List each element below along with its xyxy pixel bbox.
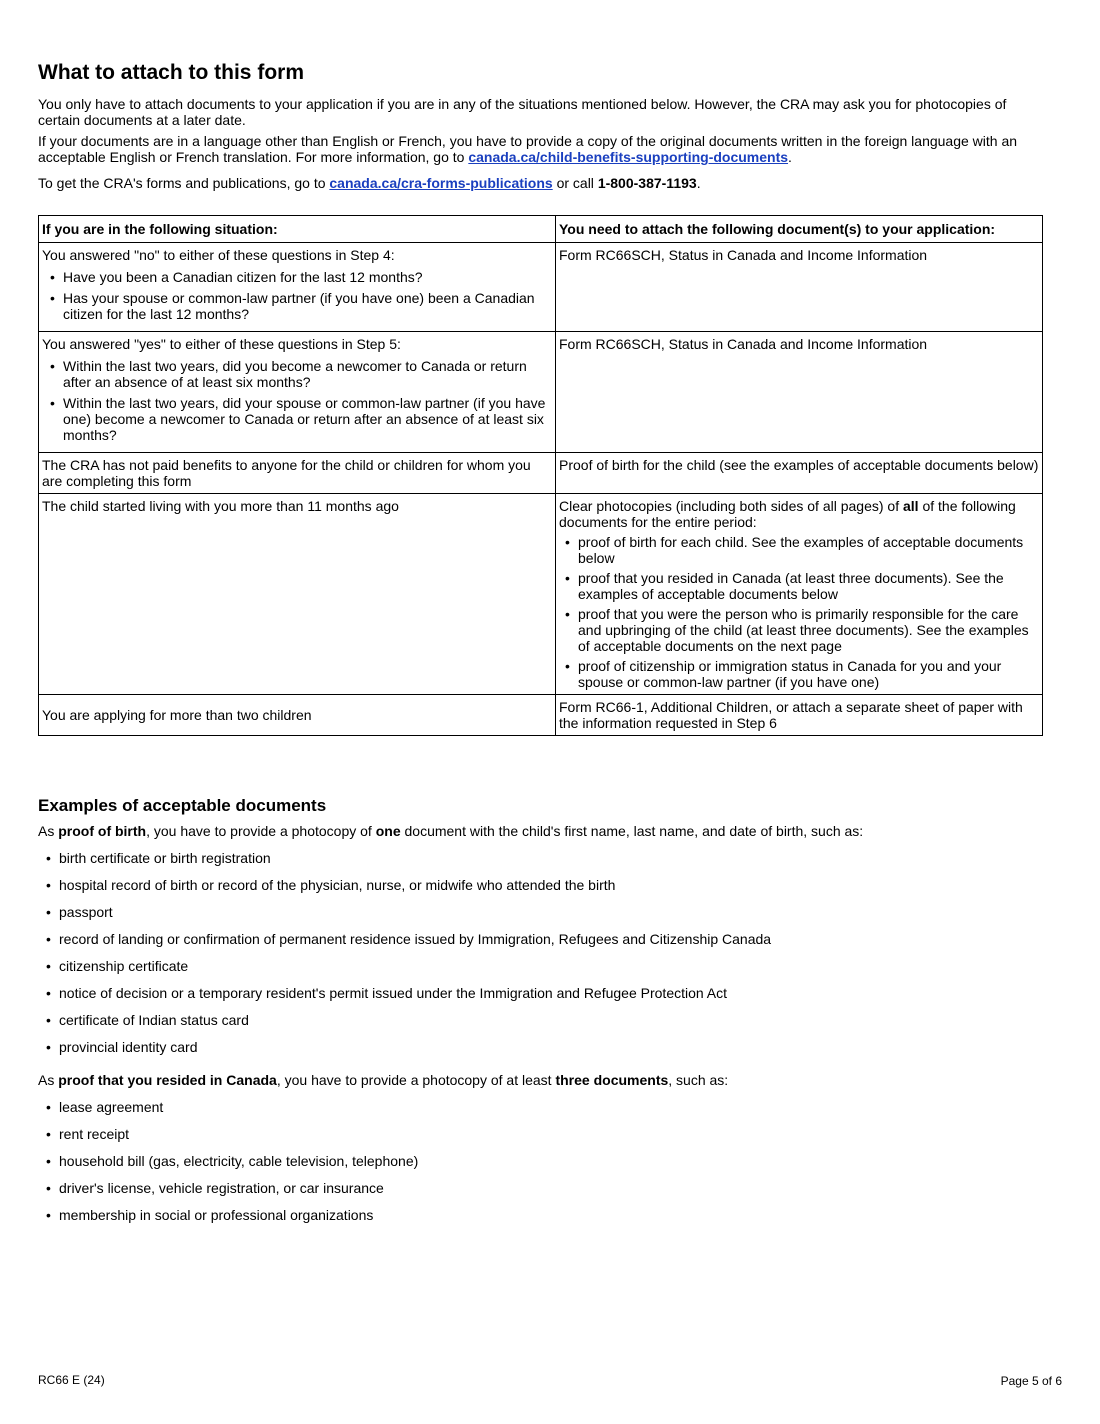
intro-emphasis: one bbox=[375, 823, 401, 839]
document-bullets bbox=[559, 534, 1039, 690]
intro-paragraph-3-text: To get the CRA's forms and publications, go to bbox=[38, 175, 330, 191]
situation-cell: The child started living with you more than 11 months ago bbox=[39, 494, 556, 695]
list-item: • Within the last two years, did you become a newcomer to Canada or return after an absence of at least six months? bbox=[50, 358, 552, 390]
list-item: • citizenship certificate bbox=[46, 958, 771, 985]
list-item: • proof of citizenship or immigration status in Canada for you and your spouse or common-law partner (if you have one) bbox=[565, 658, 1039, 690]
document-intro bbox=[559, 498, 1039, 530]
proof-of-residence-intro bbox=[38, 1072, 728, 1088]
list-item: • rent receipt bbox=[46, 1126, 418, 1153]
intro-text: document with the child's first name, last name, and date of birth, such as: bbox=[400, 823, 864, 839]
intro-paragraph-3 bbox=[38, 175, 1048, 191]
page-number: Page 5 of 6 bbox=[1000, 1374, 1062, 1388]
intro-text: , you have to provide a photocopy of at least bbox=[276, 1072, 556, 1088]
forms-publications-link[interactable]: canada.ca/cra-forms-publications bbox=[329, 175, 553, 191]
intro-paragraph-3-mid: or call bbox=[552, 175, 598, 191]
table-header-row bbox=[39, 216, 1043, 243]
intro-text: As bbox=[38, 1072, 59, 1088]
document-cell bbox=[556, 494, 1043, 695]
document-intro-text: Clear photocopies (including both sides of all pages) of bbox=[559, 498, 903, 514]
list-item: • Within the last two years, did your spouse or common-law partner (if you have one) become a newcomer to Canada or return after an absence of at least six months? bbox=[50, 395, 552, 443]
list-item: • passport bbox=[46, 904, 771, 931]
intro-text: , such as: bbox=[668, 1072, 729, 1088]
list-item: • hospital record of birth or record of the physician, nurse, or midwife who attended the birth bbox=[46, 877, 771, 904]
list-item: • lease agreement bbox=[46, 1099, 418, 1126]
phone-number: 1-800-387-1193 bbox=[597, 175, 697, 191]
document-cell: Form RC66SCH, Status in Canada and Income Information bbox=[556, 243, 1043, 332]
intro-paragraph-3-end: . bbox=[696, 175, 701, 191]
attachments-table bbox=[38, 215, 1043, 736]
proof-of-birth-intro bbox=[38, 823, 863, 839]
list-item: • driver's license, vehicle registration, or car insurance bbox=[46, 1180, 418, 1207]
list-item: • birth certificate or birth registration bbox=[46, 850, 771, 877]
header-documents: You need to attach the following document(s) to your application: bbox=[556, 216, 1043, 243]
document-cell: Proof of birth for the child (see the examples of acceptable documents below) bbox=[556, 453, 1043, 494]
table-row bbox=[39, 243, 1043, 332]
list-item: • proof that you were the person who is primarily responsible for the care and upbringing of the child (at least three documents). See the examples of acceptable documents on the next page bbox=[565, 606, 1039, 654]
examples-heading: Examples of acceptable documents bbox=[38, 796, 327, 815]
page-title: What to attach to this form bbox=[38, 61, 304, 84]
list-item: • provincial identity card bbox=[46, 1039, 771, 1066]
document-cell: Form RC66SCH, Status in Canada and Income Information bbox=[556, 332, 1043, 453]
intro-text: As bbox=[38, 823, 59, 839]
list-item: • membership in social or professional organizations bbox=[46, 1207, 418, 1234]
list-item: • Have you been a Canadian citizen for the last 12 months? bbox=[50, 269, 552, 285]
table-row bbox=[39, 494, 1043, 695]
situation-cell: The CRA has not paid benefits to anyone for the child or children for whom you are completing this form bbox=[39, 453, 556, 494]
list-item: • proof of birth for each child. See the examples of acceptable documents below bbox=[565, 534, 1039, 566]
list-item: • certificate of Indian status card bbox=[46, 1012, 771, 1039]
list-item: • notice of decision or a temporary resident's permit issued under the Immigration and Refugee Protection Act bbox=[46, 985, 771, 1012]
document-cell: Form RC66-1, Additional Children, or attach a separate sheet of paper with the information requested in Step 6 bbox=[556, 695, 1043, 736]
intro-emphasis: three documents bbox=[555, 1072, 669, 1088]
intro-paragraph-2 bbox=[38, 133, 1048, 165]
list-item: • record of landing or confirmation of permanent residence issued by Immigration, Refugees and Citizenship Canada bbox=[46, 931, 771, 958]
situation-text: You answered "yes" to either of these questions in Step 5: bbox=[42, 336, 401, 352]
table-row bbox=[39, 332, 1043, 453]
intro-paragraph-2-end: . bbox=[788, 149, 792, 165]
document-intro-emphasis: all bbox=[902, 498, 919, 514]
situation-cell: You are applying for more than two children bbox=[39, 695, 556, 736]
proof-of-residence-list bbox=[46, 1099, 418, 1234]
form-code: RC66 E (24) bbox=[38, 1373, 105, 1387]
supporting-documents-link[interactable]: canada.ca/child-benefits-supporting-documents bbox=[468, 149, 789, 165]
situation-text: You answered "no" to either of these questions in Step 4: bbox=[42, 247, 395, 263]
proof-of-birth-list bbox=[46, 850, 771, 1066]
intro-emphasis: proof that you resided in Canada bbox=[58, 1072, 277, 1088]
intro-paragraph-2-text: If your documents are in a language other than English or French, you have to provide a copy of the original documents written in the foreign language with an acceptable English or French translation. For more information, go to bbox=[38, 133, 1018, 165]
intro-text: , you have to provide a photocopy of bbox=[146, 823, 376, 839]
table-row bbox=[39, 695, 1043, 736]
situation-cell bbox=[39, 332, 556, 453]
list-item: • Has your spouse or common-law partner (if you have one) been a Canadian citizen for the last 12 months? bbox=[50, 290, 552, 322]
list-item: • household bill (gas, electricity, cable television, telephone) bbox=[46, 1153, 418, 1180]
situation-bullets bbox=[42, 358, 552, 443]
situation-bullets bbox=[42, 269, 552, 322]
intro-emphasis: proof of birth bbox=[58, 823, 147, 839]
intro-paragraph-1: You only have to attach documents to your application if you are in any of the situations mentioned below. However, the CRA may ask you for photocopies of certain documents at a later date. bbox=[38, 96, 1007, 128]
table-row bbox=[39, 453, 1043, 494]
situation-cell bbox=[39, 243, 556, 332]
list-item: • proof that you resided in Canada (at least three documents). See the examples of acceptable documents below bbox=[565, 570, 1039, 602]
document-intro-text-end: of the following documents for the entire period: bbox=[559, 498, 1016, 530]
header-situation: If you are in the following situation: bbox=[39, 216, 556, 243]
